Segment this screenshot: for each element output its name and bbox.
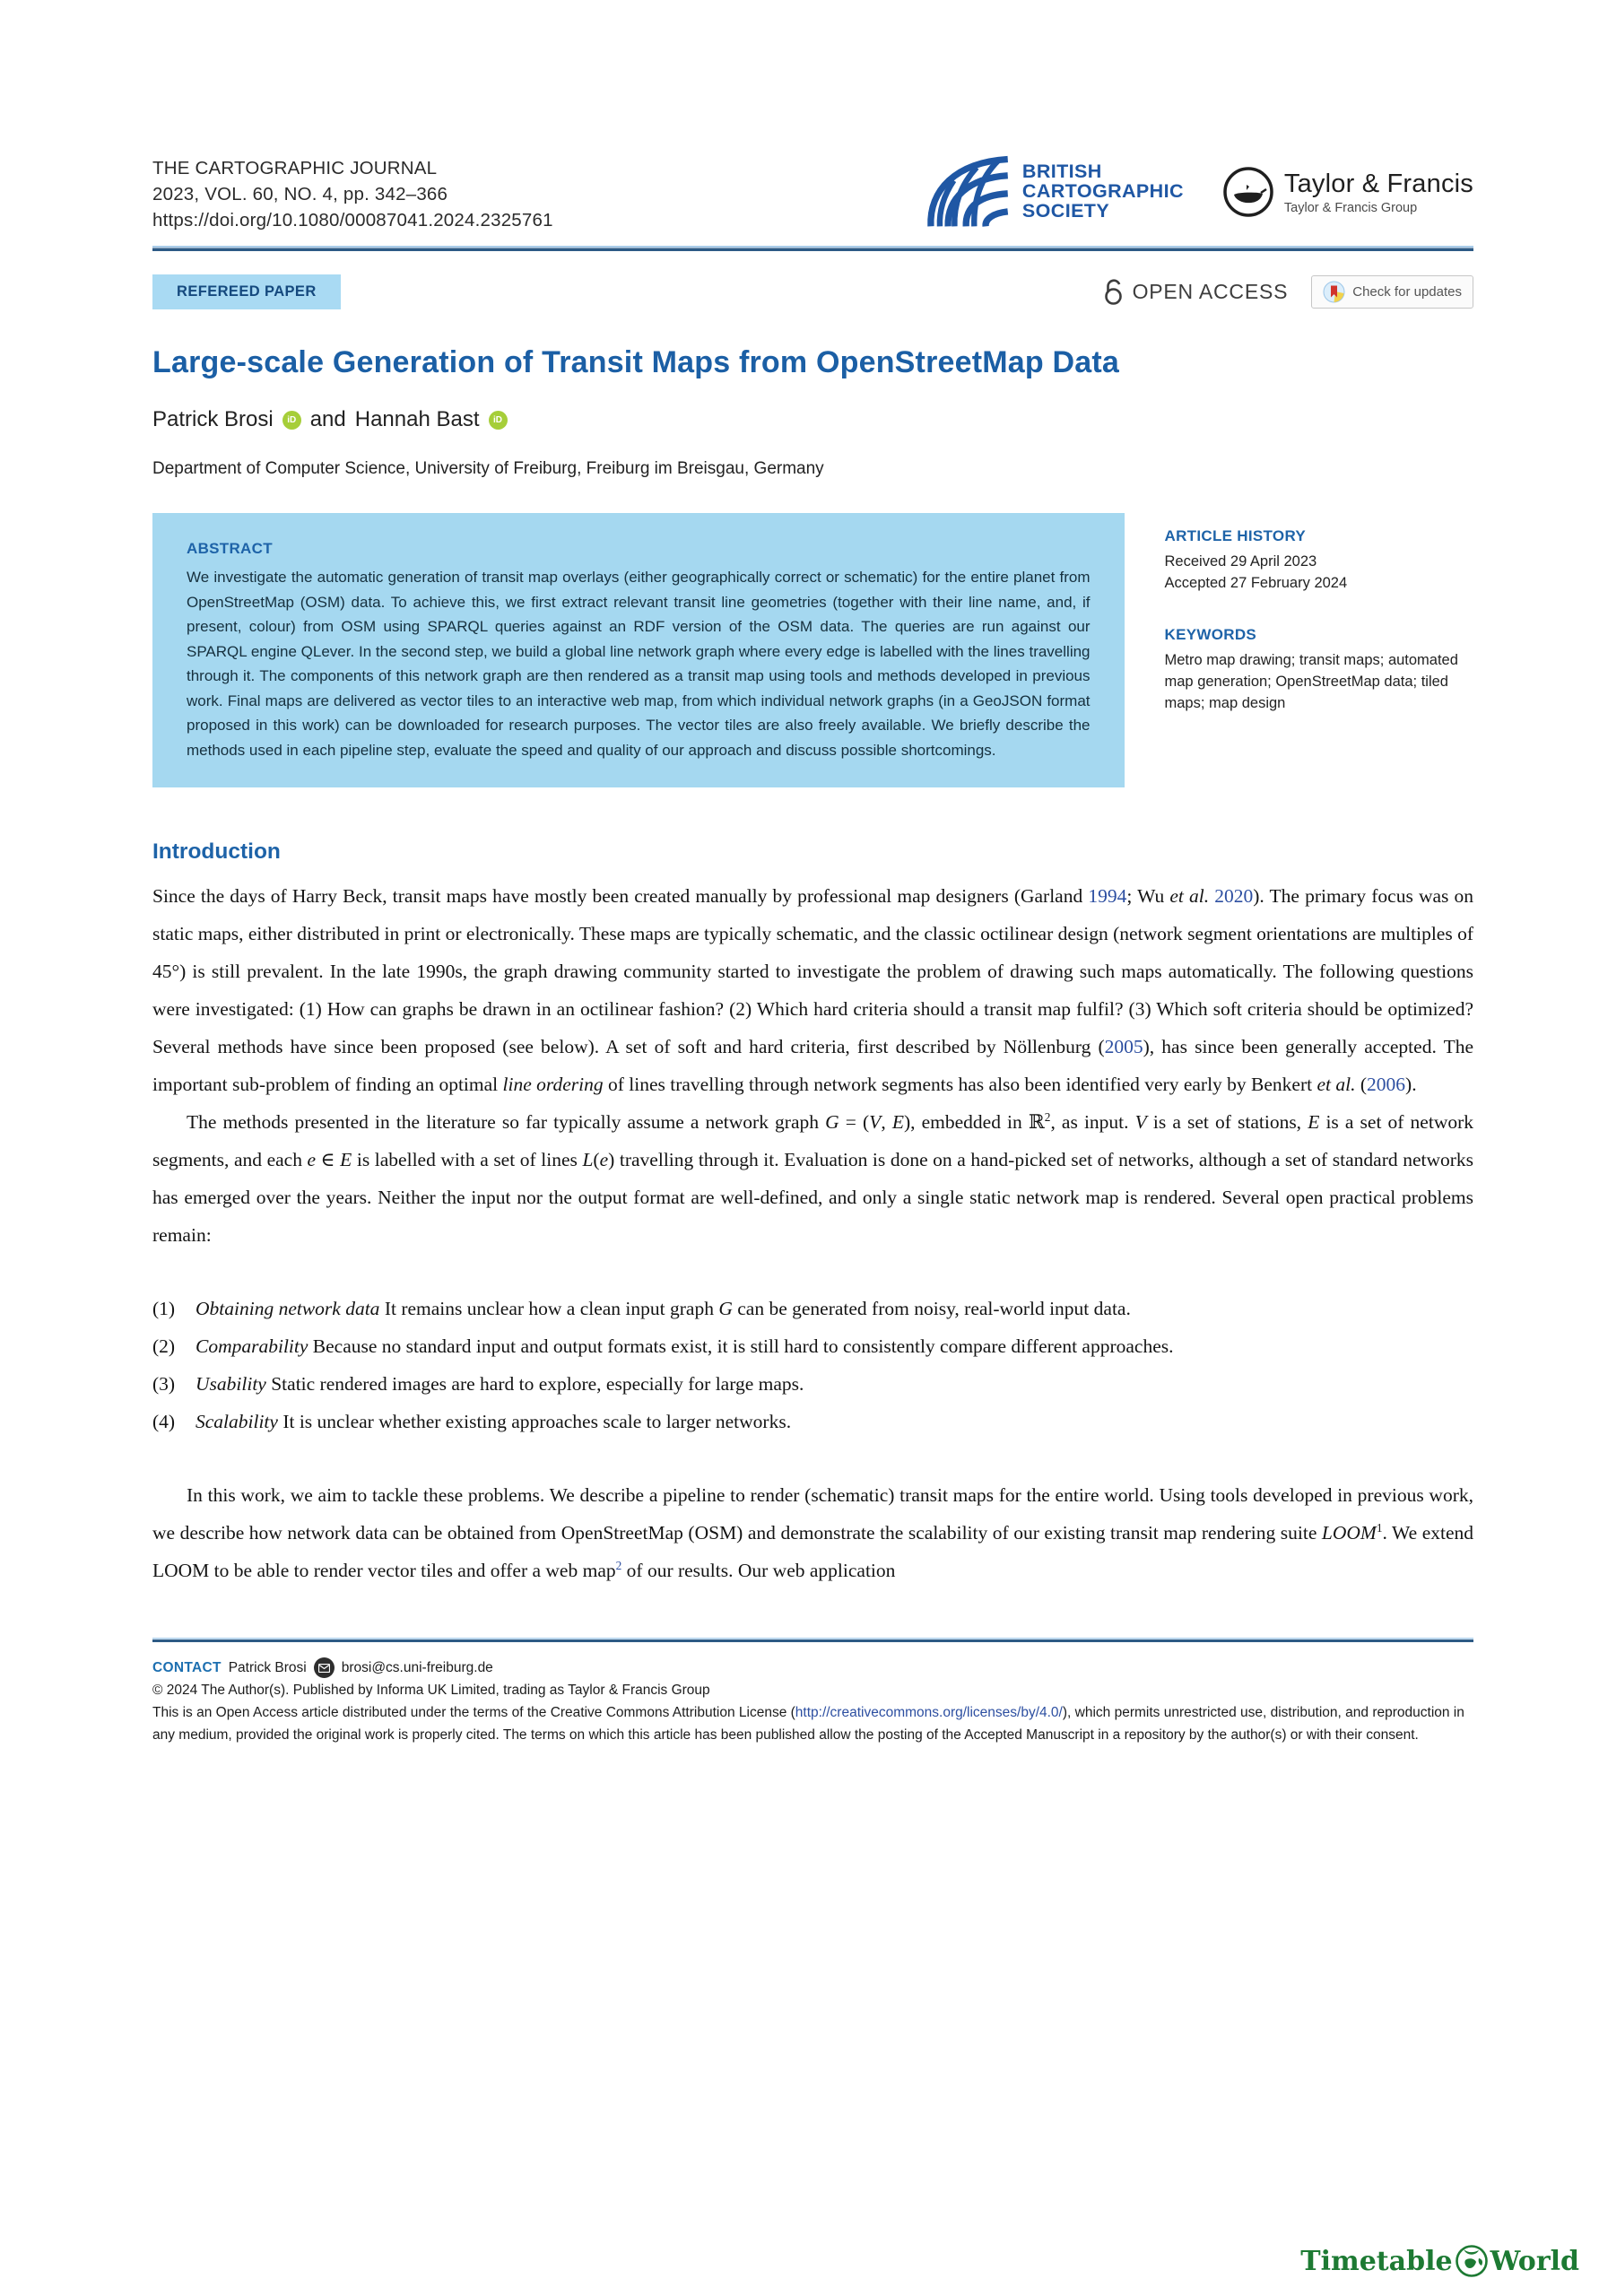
text-segment: Usability xyxy=(196,1373,266,1395)
timetable-world-watermark xyxy=(1300,2244,1579,2278)
license-text xyxy=(152,1701,1473,1746)
orcid-icon[interactable]: iD xyxy=(282,411,301,430)
text-segment: Static rendered images are hard to explore, especially for large maps. xyxy=(265,1373,804,1395)
text-segment: E xyxy=(1308,1111,1320,1133)
header-divider xyxy=(152,246,1473,251)
text-segment: is a set of stations, xyxy=(1146,1111,1308,1133)
intro-paragraph-2 xyxy=(152,1103,1473,1254)
bcs-logo-text xyxy=(1022,162,1184,222)
watermark-right: World xyxy=(1490,2245,1579,2277)
crossmark-icon xyxy=(1323,281,1345,303)
text-segment: ), which permits unrestricted use, distribution, and reproduction in any medium, provided the original work is properly cited. The terms on which this article has been published allow the posting of the Accepted Manuscript in a repository by the author(s) or with their consent. xyxy=(152,1705,1464,1744)
journal-name: THE CARTOGRAPHIC JOURNAL xyxy=(152,157,438,178)
text-segment: 2 xyxy=(1044,1109,1051,1124)
watermark-left: Timetable xyxy=(1300,2245,1453,2277)
article-history-label: ARTICLE HISTORY xyxy=(1164,527,1307,544)
list-item xyxy=(152,1403,1473,1440)
author-line xyxy=(152,407,1473,432)
text-segment: ( xyxy=(593,1149,600,1170)
text-segment: ( xyxy=(1355,1074,1368,1095)
text-segment: G xyxy=(718,1298,733,1319)
contact-line xyxy=(152,1657,1473,1679)
keywords-text: Metro map drawing; transit maps; automated map generation; OpenStreetMap data; tiled maps; map design xyxy=(1164,652,1458,711)
received-date: Received 29 April 2023 xyxy=(1164,552,1317,570)
citation-link[interactable]: 2020 xyxy=(1214,885,1254,907)
abstract-text: We investigate the automatic generation of transit map overlays (either geographically correct or schematic) for the entire planet from OpenStreetMap (OSM) data. To achieve this, we first extract relevant transit line geometries (together with their line name, and, if present, colour) from OSM using SPARQL queries against an RDF version of the OSM data. The queries are run against our SPARQL engine QLever. In the second step, we build a global line network graph where every edge is labelled with the lines travelling through it. The components of this network graph are then rendered as a transit map using tools and methods developed in previous work. Final maps are delivered as vector tiles to an interactive web map, from which individual network graphs (in a GeoJSON format proposed in this work) can be downloaded for research purposes. The vector tiles are also freely available. We briefly describe the methods used in each pipeline step, evaluate the speed and quality of our approach and discuss possible shortcomings. xyxy=(187,569,1091,759)
citation-link[interactable]: 2006 xyxy=(1367,1074,1406,1095)
globe-icon xyxy=(1455,2244,1489,2278)
open-problems-list xyxy=(152,1290,1473,1440)
accepted-date: Accepted 27 February 2024 xyxy=(1164,574,1348,591)
citation-link[interactable]: 2 xyxy=(615,1558,622,1572)
text-segment: V xyxy=(1134,1111,1147,1133)
abstract-box xyxy=(152,513,1125,787)
text-segment: of lines travelling through network segments has also been identified very early by Benkert xyxy=(603,1074,1317,1095)
text-segment: ; Wu xyxy=(1126,885,1170,907)
text-segment: E xyxy=(340,1149,352,1170)
text-segment: Obtaining network data xyxy=(196,1298,380,1319)
list-item xyxy=(152,1365,1473,1403)
affiliation: Department of Computer Science, University of Freiburg, Freiburg im Breisgau, Germany xyxy=(152,459,824,478)
text-segment: et al. xyxy=(1317,1074,1356,1095)
text-segment: It remains unclear how a clean input graph xyxy=(379,1298,719,1319)
abstract-label: ABSTRACT xyxy=(187,540,273,557)
bcs-line2: CARTOGRAPHIC xyxy=(1021,180,1184,203)
list-item-text xyxy=(196,1327,1473,1365)
bcs-logo xyxy=(922,154,1184,230)
keywords-label: KEYWORDS xyxy=(1164,626,1257,644)
check-for-updates-button[interactable] xyxy=(1311,275,1473,309)
text-segment: ). xyxy=(1405,1074,1417,1095)
text-segment: et al. xyxy=(1169,885,1210,907)
footer-divider xyxy=(152,1638,1473,1642)
email-icon xyxy=(314,1657,335,1678)
text-segment: , xyxy=(881,1111,892,1133)
citation-link[interactable]: 2005 xyxy=(1104,1036,1143,1057)
bcs-globe-icon xyxy=(922,154,1013,230)
intro-paragraph-1 xyxy=(152,877,1473,1103)
text-segment: Because no standard input and output formats exist, it is still hard to consistently compare different approaches. xyxy=(308,1335,1174,1357)
text-segment: . We extend LOOM to be able to render vector tiles and offer a web map xyxy=(152,1522,1473,1581)
author-patrick-brosi[interactable]: Patrick Brosi xyxy=(152,407,274,431)
text-segment: The methods presented in the literature so far typically assume a network graph xyxy=(187,1111,826,1133)
text-segment: 1 xyxy=(1376,1520,1383,1535)
text-segment: , as input. xyxy=(1050,1111,1135,1133)
publisher-logos xyxy=(922,154,1473,233)
bcs-line3: SOCIETY xyxy=(1021,199,1110,222)
text-segment: L xyxy=(582,1149,594,1170)
list-item-text xyxy=(196,1290,1473,1327)
journal-info xyxy=(152,155,553,233)
citation-link[interactable]: 1994 xyxy=(1088,885,1127,907)
text-segment: e xyxy=(307,1149,317,1170)
open-access-label: OPEN ACCESS xyxy=(1132,280,1289,303)
refereed-paper-badge: REFEREED PAPER xyxy=(152,274,341,309)
taylor-francis-logo xyxy=(1221,165,1473,219)
list-item-marker: (2) xyxy=(152,1335,176,1357)
article-title: Large-scale Generation of Transit Maps from OpenStreetMap Data xyxy=(152,345,1119,379)
text-segment: is labelled with a set of lines xyxy=(352,1149,583,1170)
text-segment: ), has since been generally accepted. The important sub-problem of finding an optimal xyxy=(152,1036,1473,1095)
text-segment: is a set of network segments, and each xyxy=(152,1111,1474,1170)
tf-group: Taylor & Francis Group xyxy=(1283,200,1418,215)
page-header xyxy=(152,154,1473,233)
text-segment: line ordering xyxy=(502,1074,604,1095)
text-segment: of our results. Our web application xyxy=(621,1560,896,1581)
text-segment: = ( xyxy=(839,1111,870,1133)
contact-email-link[interactable]: brosi@cs.uni-freiburg.de xyxy=(341,1660,493,1675)
orcid-icon[interactable]: iD xyxy=(489,411,508,430)
bcs-line1: BRITISH xyxy=(1021,161,1102,183)
author-hannah-bast[interactable]: Hannah Bast xyxy=(354,407,480,431)
contact-label: CONTACT xyxy=(152,1660,222,1675)
citation-link[interactable]: http://creativecommons.org/licenses/by/4.0/ xyxy=(795,1705,1063,1721)
abstract-row xyxy=(152,513,1473,787)
footer xyxy=(152,1657,1473,1746)
text-segment: ) travelling through it. Evaluation is done on a hand-picked set of networks, although a set of standard networks has emerged over the years. Neither the input nor the output format are well-defined, and only a single static network map is rendered. Several open practical problems remain: xyxy=(152,1149,1474,1246)
text-segment: can be generated from noisy, real-world input data. xyxy=(732,1298,1131,1319)
journal-doi-link[interactable]: https://doi.org/10.1080/00087041.2024.2325761 xyxy=(152,209,553,230)
contact-name: Patrick Brosi xyxy=(228,1660,307,1675)
text-segment: It is unclear whether existing approaches scale to larger networks. xyxy=(277,1411,792,1432)
text-segment: ∈ xyxy=(316,1149,341,1170)
list-item-marker: (1) xyxy=(152,1298,176,1319)
author-conjunction: and xyxy=(309,407,346,431)
text-segment: ). The primary focus was on static maps, either distributed in print or electronically. These maps are typically schematic, and the classic octilinear design (network segment orientations are multiples of 45°) is still prevalent. In the late 1990s, the graph drawing community started to investigate the problem of drawing such maps automatically. The following questions were investigated: (1) How can graphs be drawn in an octilinear fashion? (2) Which hard criteria should a transit map fulfil? (3) Which soft criteria should be optimized? Several methods have since been proposed (see below). A set of soft and hard criteria, first described by Nöllenburg ( xyxy=(152,885,1473,1057)
article-meta-sidebar xyxy=(1165,513,1473,715)
copyright-line: © 2024 The Author(s). Published by Informa UK Limited, trading as Taylor & Francis Group xyxy=(152,1683,710,1699)
journal-issue: 2023, VOL. 60, NO. 4, pp. 342–366 xyxy=(152,183,448,204)
intro-paragraph-3 xyxy=(152,1476,1473,1589)
text-segment: G xyxy=(825,1111,839,1133)
list-item-text xyxy=(196,1365,1473,1403)
list-item xyxy=(152,1327,1473,1365)
tf-name: Taylor & Francis xyxy=(1283,169,1473,198)
text-segment: Since the days of Harry Beck, transit maps have mostly been created manually by professional map designers (Garland xyxy=(152,885,1089,907)
tf-logo-text xyxy=(1284,170,1473,215)
open-access-badge xyxy=(1102,279,1289,305)
list-item xyxy=(152,1290,1473,1327)
text-segment: ), embedded in ℝ xyxy=(903,1111,1045,1133)
text-segment: E xyxy=(891,1111,904,1133)
list-item-marker: (4) xyxy=(152,1411,176,1432)
tf-lamp-icon xyxy=(1221,165,1275,219)
list-item-text xyxy=(196,1403,1473,1440)
open-lock-icon xyxy=(1102,279,1125,305)
list-item-marker: (3) xyxy=(152,1373,176,1395)
check-for-updates-label: Check for updates xyxy=(1352,284,1462,300)
text-segment: In this work, we aim to tackle these problems. We describe a pipeline to render (schematic) transit maps for the entire world. Using tools developed in previous work, we describe how network data can be obtained from OpenStreetMap (OSM) and demonstrate the scalability of our existing transit map rendering suite xyxy=(152,1484,1473,1544)
text-segment: This is an Open Access article distributed under the terms of the Creative Commons Attribution License ( xyxy=(152,1705,795,1721)
text-segment: LOOM xyxy=(1321,1522,1377,1544)
text-segment: e xyxy=(599,1149,609,1170)
section-heading-introduction: Introduction xyxy=(152,839,281,864)
text-segment: V xyxy=(869,1111,882,1133)
text-segment: Comparability xyxy=(196,1335,309,1357)
text-segment: Scalability xyxy=(196,1411,278,1432)
badge-row xyxy=(152,274,1473,309)
